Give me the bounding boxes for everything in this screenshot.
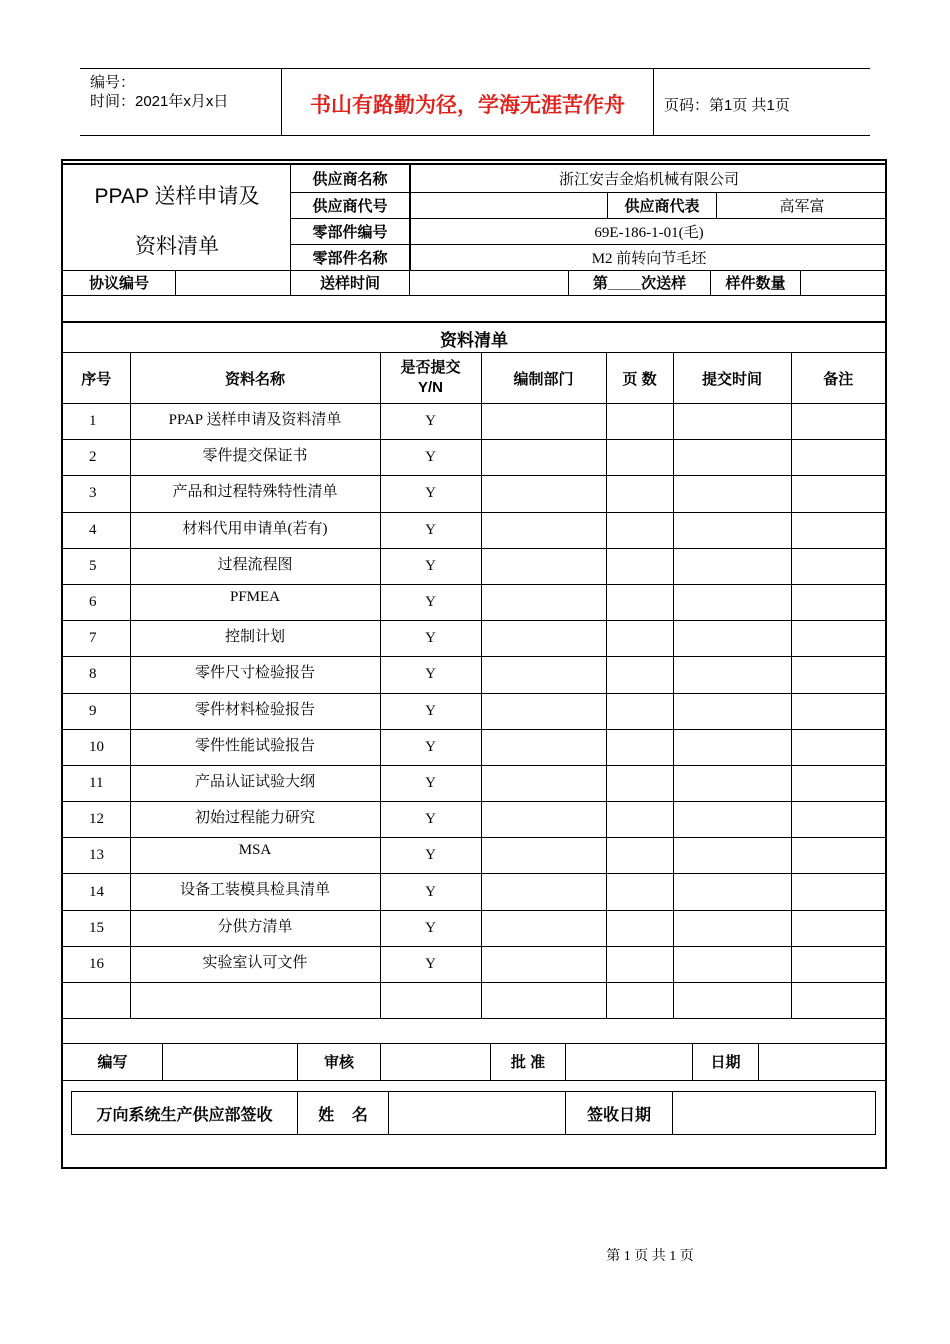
cell-time	[673, 693, 791, 729]
cell-dept	[481, 729, 606, 765]
write-label: 编写	[97, 1054, 128, 1071]
cell-dept	[481, 983, 606, 1019]
cell-time	[673, 983, 791, 1019]
header-time: 提交时间	[673, 353, 791, 404]
cell-name: 产品和过程特殊特性清单	[130, 476, 380, 512]
table-row	[63, 621, 885, 657]
cell-pages	[606, 512, 673, 548]
cell-name: 过程流程图	[130, 548, 380, 584]
cell-dept	[481, 404, 606, 440]
cell-dept	[481, 802, 606, 838]
page-footer: 第 1 页 共 1 页	[606, 1249, 694, 1264]
cell-no: 14	[63, 874, 130, 910]
cell-pages	[606, 657, 673, 693]
cell-time	[673, 765, 791, 801]
receipt-name-label: 姓 名	[318, 1106, 368, 1124]
cell-dept	[481, 476, 606, 512]
cell-pages	[606, 946, 673, 982]
cell-submit: Y	[380, 548, 481, 584]
cell-no: 3	[63, 476, 130, 512]
table-row	[63, 802, 885, 838]
send-time-label: 送样时间	[319, 275, 380, 292]
cell-no: 16	[63, 946, 130, 982]
cell-submit	[380, 983, 481, 1019]
cell-pages	[606, 693, 673, 729]
cell-pages	[606, 910, 673, 946]
cell-remark	[791, 910, 885, 946]
supplier-code-value	[411, 192, 607, 218]
cell-dept	[481, 584, 606, 620]
receipt-date-label: 签收日期	[586, 1106, 651, 1124]
cell-no: 4	[63, 512, 130, 548]
header-name: 资料名称	[130, 353, 380, 404]
part-number-value: 69E-186-1-01(毛)	[594, 224, 704, 241]
supplier-name-value: 浙江安吉金焰机械有限公司	[558, 172, 739, 188]
cell-name: 实验室认可文件	[130, 946, 380, 982]
cell-pages	[606, 765, 673, 801]
cell-submit: Y	[380, 729, 481, 765]
cell-dept	[481, 946, 606, 982]
cell-name: 零件性能试验报告	[130, 729, 380, 765]
cell-name: MSA	[130, 838, 380, 874]
cell-no	[63, 983, 130, 1019]
cell-time	[673, 910, 791, 946]
header-pages: 页 数	[606, 353, 673, 404]
cell-dept	[481, 512, 606, 548]
sample-round-label: 第____次送样	[592, 275, 687, 292]
cell-name: 分供方清单	[130, 910, 380, 946]
cell-dept	[481, 765, 606, 801]
cell-remark	[791, 765, 885, 801]
cell-remark	[791, 729, 885, 765]
cell-remark	[791, 404, 885, 440]
cell-no: 2	[63, 440, 130, 476]
cell-name: 控制计划	[130, 621, 380, 657]
supplier-code-label: 供应商代号	[312, 197, 388, 215]
cell-remark	[791, 946, 885, 982]
part-name-value: M2 前转向节毛坯	[591, 250, 707, 267]
cell-pages	[606, 729, 673, 765]
cell-no: 10	[63, 729, 130, 765]
sample-quantity-label: 样件数量	[725, 275, 786, 292]
cell-remark	[791, 584, 885, 620]
cell-pages	[606, 838, 673, 874]
cell-time	[673, 657, 791, 693]
header-submit-line1: 是否提交	[400, 359, 461, 376]
date-label: 时间：2021年x月x日	[90, 93, 229, 110]
table-row	[63, 765, 885, 801]
table-row	[63, 476, 885, 512]
cell-remark	[791, 983, 885, 1019]
cell-submit: Y	[380, 693, 481, 729]
cell-time	[673, 838, 791, 874]
cell-time	[673, 404, 791, 440]
part-name-label: 零部件名称	[312, 249, 388, 267]
cell-name: 零件材料检验报告	[130, 693, 380, 729]
cell-submit: Y	[380, 765, 481, 801]
cell-pages	[606, 476, 673, 512]
supplier-rep-label: 供应商代表	[624, 197, 700, 215]
header-dept: 编制部门	[481, 353, 606, 404]
header-submit	[380, 353, 481, 404]
cell-time	[673, 548, 791, 584]
cell-name: 材料代用申请单(若有)	[130, 512, 380, 548]
cell-no: 8	[63, 657, 130, 693]
cell-submit: Y	[380, 512, 481, 548]
cell-submit: Y	[380, 946, 481, 982]
cell-remark	[791, 548, 885, 584]
cell-submit: Y	[380, 874, 481, 910]
doc-number-label: 编号：	[90, 74, 136, 91]
cell-dept	[481, 548, 606, 584]
cell-pages	[606, 802, 673, 838]
cell-time	[673, 476, 791, 512]
supplier-rep-value: 高军富	[779, 198, 825, 215]
cell-submit: Y	[380, 657, 481, 693]
cell-dept	[481, 874, 606, 910]
cell-name	[130, 983, 380, 1019]
cell-remark	[791, 476, 885, 512]
table-row	[63, 874, 885, 910]
cell-name: 产品认证试验大纲	[130, 765, 380, 801]
cell-remark	[791, 440, 885, 476]
cell-remark	[791, 657, 885, 693]
cell-pages	[606, 621, 673, 657]
cell-pages	[606, 548, 673, 584]
cell-dept	[481, 910, 606, 946]
cell-name: 设备工装模具检具清单	[130, 874, 380, 910]
agreement-number-label: 协议编号	[88, 275, 149, 292]
header-no: 序号	[63, 353, 130, 404]
cell-dept	[481, 621, 606, 657]
cell-submit: Y	[380, 910, 481, 946]
cell-pages	[606, 983, 673, 1019]
cell-submit: Y	[380, 476, 481, 512]
cell-remark	[791, 838, 885, 874]
cell-time	[673, 584, 791, 620]
cell-pages	[606, 584, 673, 620]
cell-time	[673, 440, 791, 476]
table-row	[63, 657, 885, 693]
cell-no: 5	[63, 548, 130, 584]
page-number-label: 页码：第1页 共1页	[664, 96, 790, 114]
review-label: 审核	[323, 1054, 354, 1071]
cell-remark	[791, 874, 885, 910]
cell-no: 11	[63, 765, 130, 801]
cell-no: 13	[63, 838, 130, 874]
cell-submit: Y	[380, 838, 481, 874]
cell-name: 零件提交保证书	[130, 440, 380, 476]
cell-submit: Y	[380, 404, 481, 440]
cell-no: 6	[63, 584, 130, 620]
cell-remark	[791, 693, 885, 729]
date-label-sign: 日期	[710, 1054, 741, 1071]
cell-time	[673, 621, 791, 657]
cell-no: 9	[63, 693, 130, 729]
table-row	[63, 584, 885, 620]
cell-submit: Y	[380, 802, 481, 838]
table-row	[63, 548, 885, 584]
table-row	[63, 404, 885, 440]
cell-time	[673, 512, 791, 548]
cell-no: 12	[63, 802, 130, 838]
cell-dept	[481, 838, 606, 874]
receipt-dept-label: 万向系统生产供应部签收	[96, 1106, 273, 1124]
cell-remark	[791, 621, 885, 657]
cell-time	[673, 946, 791, 982]
cell-submit: Y	[380, 440, 481, 476]
cell-name: PPAP 送样申请及资料清单	[130, 404, 380, 440]
table-row	[63, 440, 885, 476]
supplier-name-label: 供应商名称	[312, 171, 388, 188]
cell-name: 初始过程能力研究	[130, 802, 380, 838]
cell-name: 零件尺寸检验报告	[130, 657, 380, 693]
table-row	[63, 946, 885, 982]
cell-remark	[791, 802, 885, 838]
list-header-row	[63, 353, 885, 404]
motto-text: 书山有路勤为径，学海无涯苦作舟	[310, 94, 625, 117]
table-row	[63, 983, 885, 1019]
table-row	[63, 910, 885, 946]
list-title: 资料清单	[440, 331, 508, 350]
header-submit-line2: Y/N	[417, 379, 443, 396]
table-row	[63, 693, 885, 729]
cell-name: PFMEA	[130, 584, 380, 620]
cell-pages	[606, 874, 673, 910]
header-remark: 备注	[791, 353, 885, 404]
cell-dept	[481, 657, 606, 693]
document-list-table	[63, 352, 885, 1019]
part-number-label: 零部件编号	[312, 223, 388, 241]
form-title-line1: PPAP 送样申请及	[94, 185, 260, 208]
cell-no: 7	[63, 621, 130, 657]
form-title-line2: 资料清单	[135, 235, 219, 258]
cell-no: 1	[63, 404, 130, 440]
cell-dept	[481, 440, 606, 476]
cell-submit: Y	[380, 621, 481, 657]
cell-no: 15	[63, 910, 130, 946]
cell-pages	[606, 404, 673, 440]
cell-pages	[606, 440, 673, 476]
table-row	[63, 512, 885, 548]
cell-time	[673, 874, 791, 910]
approve-label: 批 准	[510, 1054, 546, 1071]
cell-remark	[791, 512, 885, 548]
cell-time	[673, 729, 791, 765]
table-row	[63, 838, 885, 874]
table-row	[63, 729, 885, 765]
cell-submit: Y	[380, 584, 481, 620]
cell-dept	[481, 693, 606, 729]
cell-time	[673, 802, 791, 838]
